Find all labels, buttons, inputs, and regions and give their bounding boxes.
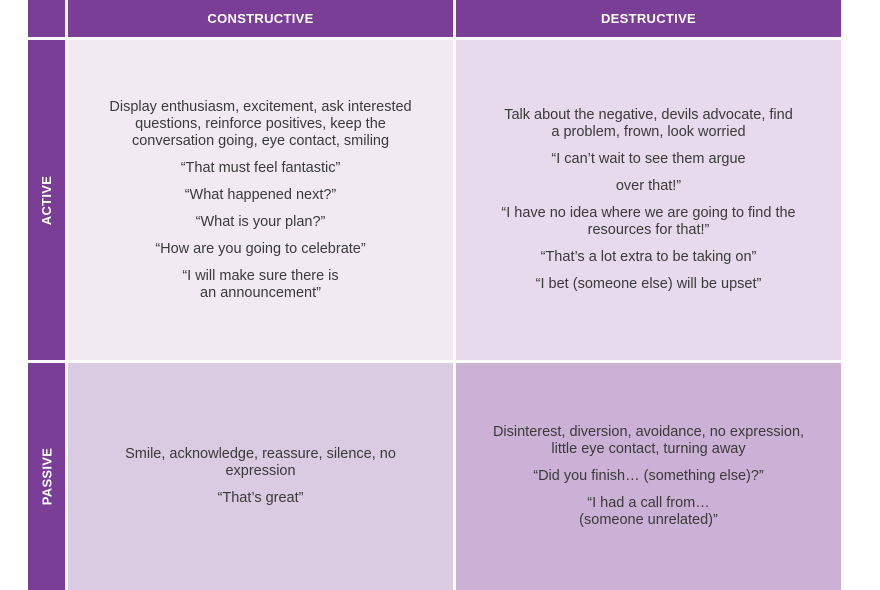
cell-quote: “I can’t wait to see them argue — [551, 151, 746, 167]
cell-description: Smile, acknowledge, reassure, silence, no expression — [125, 446, 396, 479]
cell-quote: “What is your plan?” — [195, 213, 326, 230]
cell-quote: over that!” — [615, 178, 682, 194]
cell-quote: “That must feel fantastic” — [180, 159, 341, 176]
cell-description: Talk about the negative, devils advocate, find a problem, frown, look worried — [504, 107, 793, 140]
cell-quote: “I had a call from… (someone unrelated)” — [579, 495, 718, 528]
column-header-destructive: DESTRUCTIVE — [456, 0, 841, 37]
cell-passive-constructive — [68, 363, 453, 590]
row-header-passive — [28, 363, 65, 590]
cell-quote: “Did you finish… (something else)?” — [533, 468, 764, 484]
corner-cell — [28, 0, 65, 37]
cell-quote: “I have no idea where we are going to find the resources for that!” — [501, 205, 796, 238]
cell-description: Display enthusiasm, excitement, ask interested questions, reinforce positives, keep the conversation going, eye contact, smiling — [109, 98, 412, 149]
row-header-active-label: ACTIVE — [39, 175, 55, 225]
column-header-constructive: CONSTRUCTIVE — [68, 0, 453, 37]
row-header-active — [28, 40, 65, 360]
cell-description: Disinterest, diversion, avoidance, no expression, little eye contact, turning away — [492, 424, 805, 457]
cell-quote: “What happened next?” — [184, 186, 337, 203]
cell-active-constructive — [68, 40, 453, 360]
cell-quote: “I will make sure there is an announcement” — [182, 267, 339, 301]
cell-active-destructive — [456, 40, 841, 360]
cell-quote: “That’s great” — [217, 490, 304, 506]
cell-quote: “That’s a lot extra to be taking on” — [540, 249, 757, 265]
cell-quote: “How are you going to celebrate” — [155, 240, 366, 257]
cell-quote: “I bet (someone else) will be upset” — [535, 276, 762, 292]
row-header-passive-label: PASSIVE — [39, 447, 54, 506]
response-matrix — [28, 0, 841, 587]
cell-passive-destructive — [456, 363, 841, 590]
